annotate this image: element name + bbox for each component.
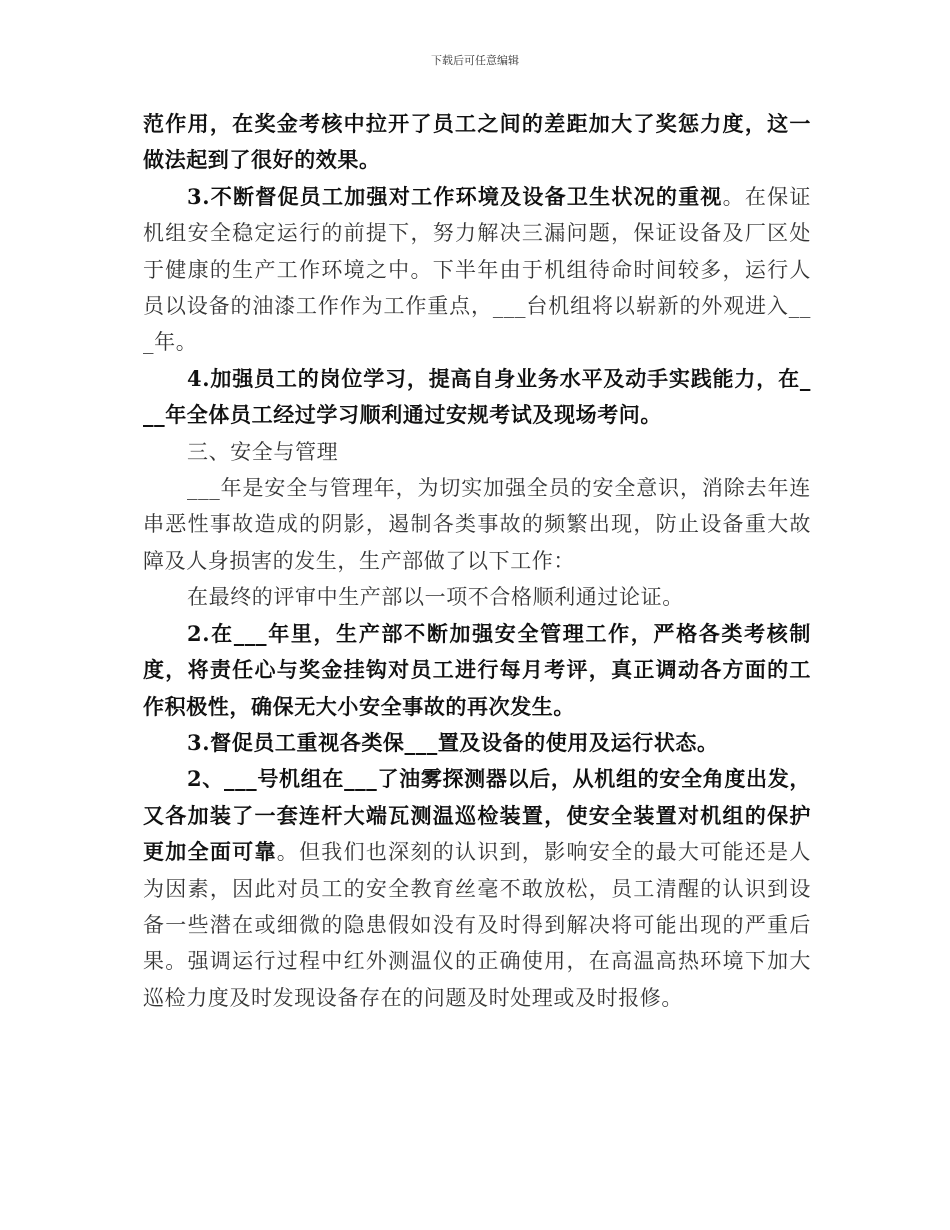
paragraph-item-4-learning: 4.加强员工的岗位学习，提高自身业务水平及动手实践能力，在___年全体员工经过学习顺利通过安规考试及现场考问。 (143, 365, 811, 428)
paragraph-safety-intro: ___年是安全与管理年，为切实加强全员的安全意识，消除去年连串恶性事故造成的阴影，遏制各类事故的频繁出现，防止设备重大故障及人身损害的发生，生产部做了以下工作： (143, 476, 811, 573)
item-2-detector-body: 。但我们也深刻的认识到，影响安全的最大可能还是人为因素，因此对员工的安全教育丝毫不敢放松，员工清醒的认识到设备一些潜在或细微的隐患假如没有及时得到解决将可能出现的严重后果。强调运行过程中红外测温仪的正确使用，在高温高热环境下加大巡检力度及时发现设备存在的问题及时处理或及时报修。 (143, 840, 811, 1010)
item-3-heading: 3.不断督促员工加强对工作环境及设备卫生状况的重视 (187, 183, 723, 209)
paragraph-item-3-environment (143, 179, 811, 361)
paragraph-review-result: 在最终的评审中生产部以一项不合格顺利通过论证。 (187, 585, 684, 610)
item-3-body: 。在保证机组安全稳定运行的前提下，努力解决三漏问题，保证设备及厂区处于健康的生产工作环境之中。下半年由于机组待命时间较多，运行人员以设备的油漆工作作为工作重点，___台机组将以崭新的外观进入___年。 (143, 184, 812, 355)
paragraph-item-3-protection: 3.督促员工重视各类保___置及设备的使用及运行状态。 (187, 729, 719, 755)
item-2-detector-heading: 2、___号机组在___了油雾探测器以后，从机组的安全角度出发，又各加装了一套连杆大端瓦测温巡检装置，使安全装置对机组的保护更加全面可靠 (143, 766, 811, 865)
paragraph-item-2-detector (143, 761, 811, 1016)
paragraph-continuation: 范作用，在奖金考核中拉开了员工之间的差距加大了奖惩力度，这一做法起到了很好的效果。 (143, 111, 811, 173)
document-body (143, 106, 811, 1016)
page-header-note: 下载后可任意编辑 (431, 54, 519, 67)
section-heading-safety: 三、安全与管理 (187, 439, 339, 464)
paragraph-item-2-management: 2.在___年里，生产部不断加强安全管理工作，严格各类考核制度，将责任心与奖金挂钩对员工进行每月考评，真正调动各方面的工作积极性，确保无大小安全事故的再次发生。 (143, 620, 811, 719)
